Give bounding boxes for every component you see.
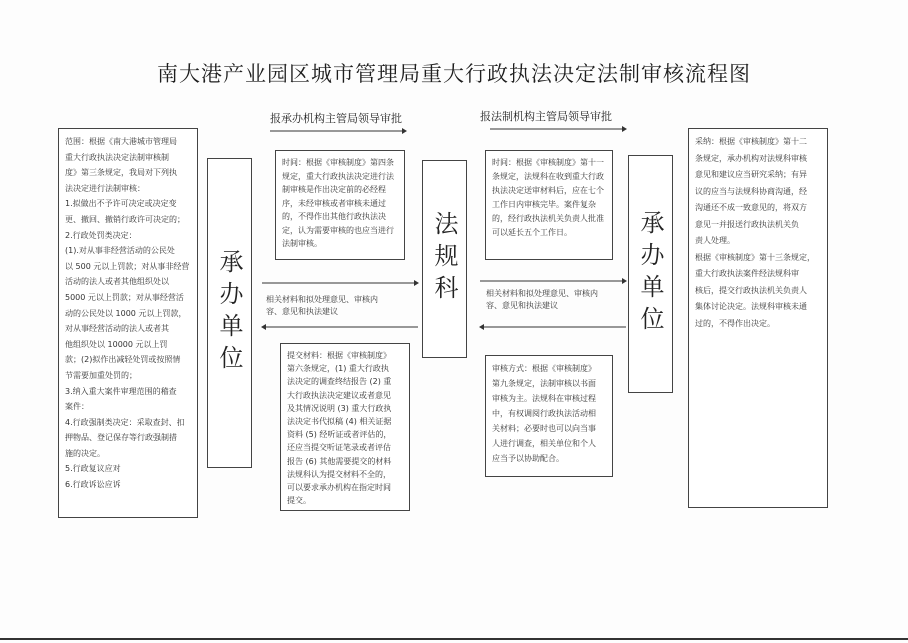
header-left: 报承办机构主管局领导审批 [270, 112, 402, 125]
arrow-mid-right-back [478, 322, 628, 332]
review-method-box: 审核方式：根据《审核制度》 第九条规定，法制审核以书面 审核为主。法规科在审核过程 中，有权调阅行政执法活动相 关材料；必要时也可以向当事 人进行调查，相关单位和个人 应当予以协助配合。 [485, 355, 613, 477]
adoption-box: 采纳：根据《审核制度》第十二 条规定，承办机构对法规科审核 意见和建议应当研究采纳；有异 议的应当与法规科协商沟通，经 沟通还不成一致意见的，将双方 意见一并报送行政执法机关负 责人处理。 根据《审核制度》第十三条规定， 重大行政执法案件经法规科审 核后，提交行政执法机关负责人 集体讨论决定。法规科审核未通 过的，不得作出决定。 [688, 128, 828, 508]
undertake-unit-right [628, 155, 673, 393]
submit-materials-box: 提交材料：根据《审核制度》 第六条规定，(1) 重大行政执 法决定的调查终结报告 (2) 重 大行政执法决定建议或者意见 及其情况说明 (3) 重大行政执 法决定书代拟稿 (4) 相关证据 资料 (5) 经听证或者评估的， 还应当提交听证笔录或者评估 报告 (6) 其他需要提交的材料 法规科认为提交材料不全的， 可以要求承办机构在指定时间 提交。 [280, 343, 410, 511]
undertake-unit-right-label: 承办单位 [636, 210, 664, 338]
mid-label-right: 相关材料和拟处理意见、审核内 容、意见和执法建议 [486, 289, 598, 310]
time-box-left: 时间：根据《审核制度》第四条 规定，重大行政执法决定进行法 制审核是作出决定前的必经程 序，未经审核或者审核未通过 的，不得作出其他行政执法决 定，认为需要审核的也应当进行 法制审核。 [275, 150, 405, 260]
arrow-mid-right-right [478, 276, 628, 286]
arrow-header-right [488, 124, 628, 134]
bottom-border [0, 638, 908, 640]
page-title: 南大港产业园区城市管理局重大行政执法决定法制审核流程图 [157, 62, 751, 86]
arrow-header-left [268, 126, 408, 136]
time-box-right: 时间：根据《审核制度》第十一 条规定，法规科在收到重大行政 执法决定送审材料后，应在七个 工作日内审核完毕。案件复杂 的，经行政执法机关负责人批准 可以延长五个工作日。 [485, 150, 613, 260]
arrow-mid-left-back [260, 322, 420, 332]
legal-section-box [422, 160, 467, 358]
undertake-unit-left [207, 158, 252, 468]
scope-box: 范围：根据《南大港城市管理局 重大行政执法决定法制审核制 度》第三条规定，我局对下列执 法决定进行法制审核： 1.拟做出不予许可决定或决定变 更、撤回、撤销行政许可决定的； 2.行政处罚类决定： (1).对从事非经营活动的公民处 以 500 元以上罚款；对从事非经营 活动的法人或者其他组织处以 5000 元以上罚款；对从事经营活 动的公民处以 1000 元以上罚款， 对从事经营活动的法人或者其 他组织处以 10000 元以上罚 款；(2)拟作出减轻处罚或按照情 节需要加重处罚的； 3.纳入重大案件审理范围的稽查 案件： 4.行政强制类决定：采取查封、扣 押物品、登记保存等行政强制措 施的决定。 5.行政复议应对 6.行政诉讼应诉 [58, 128, 198, 518]
mid-label-left: 相关材料和拟处理意见、审核内 容、意见和执法建议 [266, 295, 378, 316]
legal-section-label: 法规科 [430, 211, 458, 307]
arrow-mid-left-right [260, 278, 420, 288]
header-right: 报法制机构主管局领导审批 [480, 110, 612, 123]
undertake-unit-left-label: 承办单位 [215, 249, 243, 377]
